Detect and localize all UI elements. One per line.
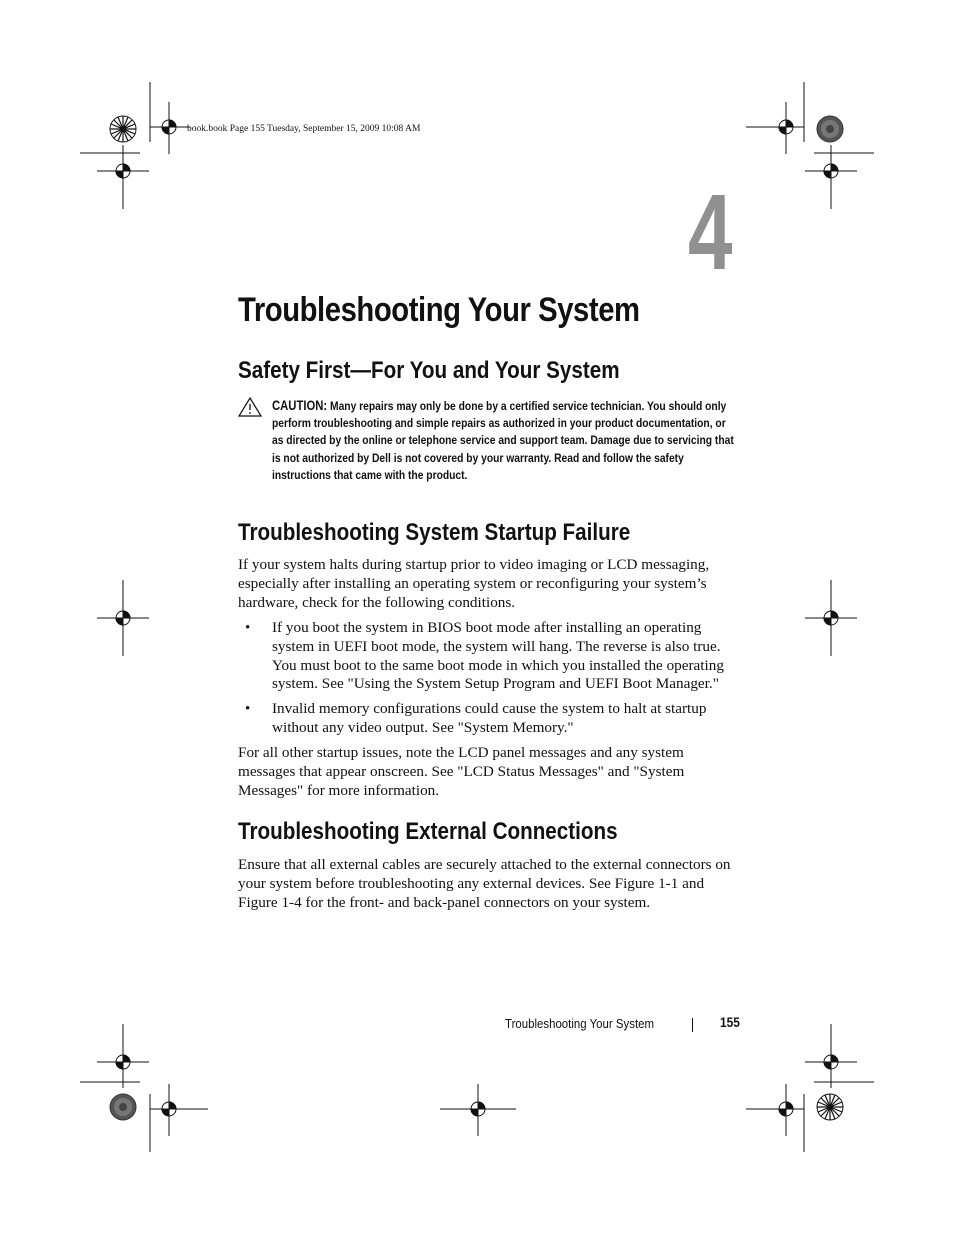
registration-mark-icon — [97, 580, 149, 656]
caution-notice — [272, 397, 737, 484]
caution-triangle-icon — [238, 397, 262, 417]
page-number: 155 — [720, 1015, 740, 1030]
registration-mark-icon — [440, 1084, 516, 1136]
color-target-icon — [815, 1092, 845, 1122]
list-item: If you boot the system in BIOS boot mode after installing an operating system in UEFI boot mode, the system will hang. The reverse is also true. You must boot to the same boot mode in which you installed the operating system. See "Using the System Setup Program and UEFI Boot Manager." — [272, 619, 724, 693]
startup-outro: For all other startup issues, note the LCD panel messages and any system messages that appear onscreen. See "LCD Status Messages" and "System Messages" for more information. — [238, 744, 685, 799]
registration-mark-icon — [150, 102, 190, 154]
external-body: Ensure that all external cables are securely attached to the external connectors on your system before troubleshooting any external devices. See Figure 1-1 and Figure 1-4 for the front- and back-panel connectors on your system. — [238, 856, 731, 911]
caution-text: Many repairs may only be done by a certified service technician. You should only perform troubleshooting and simple repairs as authorized in your product documentation, or as directed by the online or telephone service and support team. Damage due to servicing that is not authorized by Dell is not covered by your warranty. Read and follow the safety instructions that came with the product. — [272, 399, 734, 482]
section-heading-startup: Troubleshooting System Startup Failure — [238, 519, 631, 546]
registration-mark-icon — [97, 145, 149, 209]
registration-mark-icon — [805, 1024, 857, 1088]
caution-label: CAUTION: — [272, 398, 328, 413]
bullet-glyph: • — [245, 620, 251, 636]
section-heading-safety: Safety First—For You and Your System — [238, 357, 620, 384]
color-target-icon — [108, 1092, 138, 1122]
color-target-icon — [108, 114, 138, 144]
section-heading-external: Troubleshooting External Connections — [238, 818, 618, 845]
registration-mark-icon — [805, 580, 857, 656]
footer-separator — [692, 1018, 693, 1032]
startup-intro: If your system halts during startup prior to video imaging or LCD messaging, especially after installing an operating system or reconfiguring your system’s hardware, check for the following conditions. — [238, 556, 710, 611]
color-target-icon — [815, 114, 845, 144]
registration-mark-icon — [97, 1024, 149, 1088]
registration-mark-icon — [150, 1084, 208, 1136]
chapter-title: Troubleshooting Your System — [238, 291, 640, 329]
registration-mark-icon — [805, 145, 857, 209]
registration-mark-icon — [746, 102, 804, 154]
footer-title: Troubleshooting Your System — [505, 1016, 655, 1031]
slug-line: book.book Page 155 Tuesday, September 15, 2009 10:08 AM — [187, 124, 421, 134]
chapter-number: 4 — [688, 171, 733, 292]
bullet-glyph: • — [245, 701, 251, 717]
list-item: Invalid memory configurations could cause the system to halt at startup without any video output. See "System Memory." — [272, 700, 707, 736]
registration-mark-icon — [746, 1084, 804, 1136]
